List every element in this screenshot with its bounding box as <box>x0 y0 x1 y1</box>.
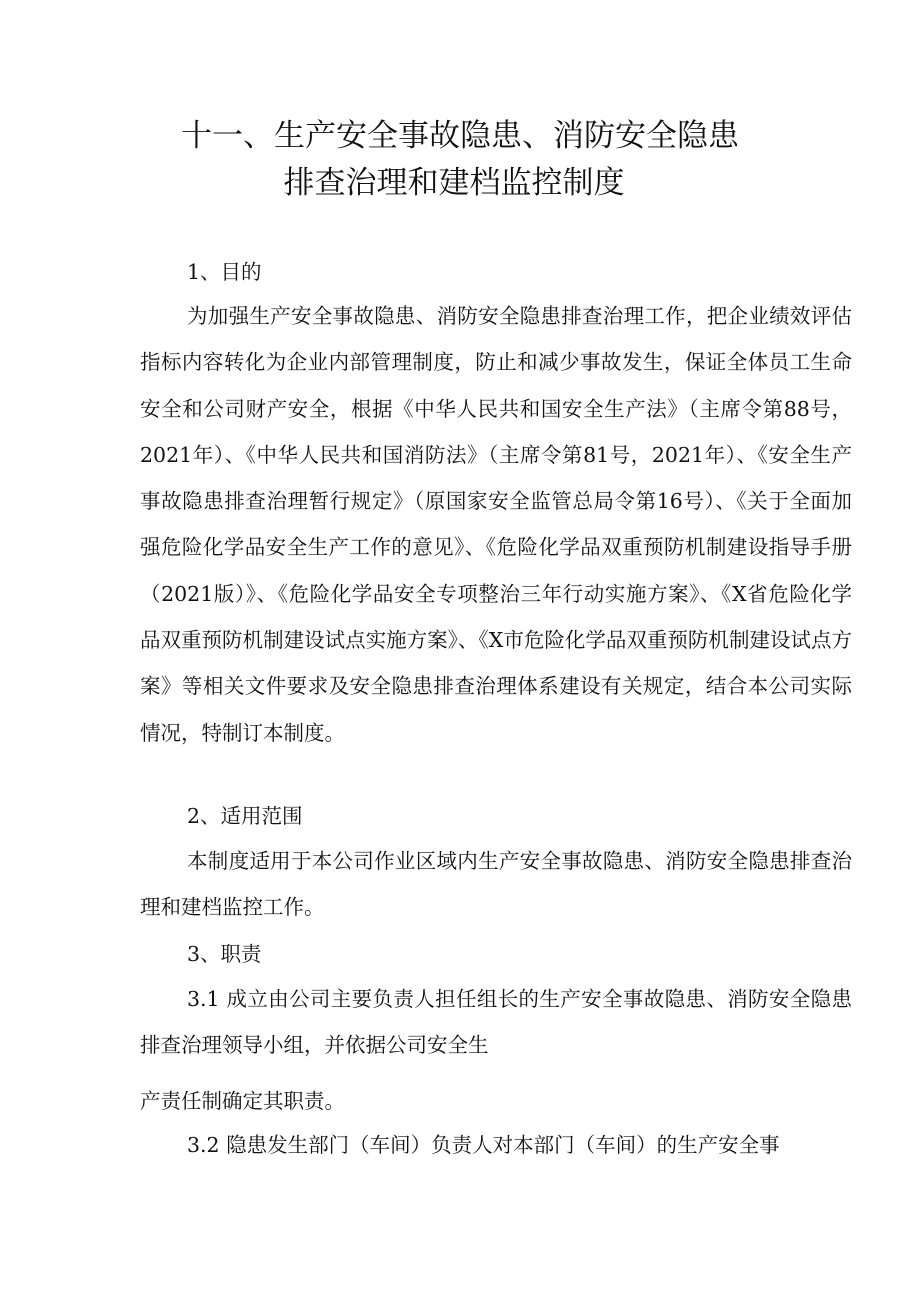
paragraph-purpose: 为加强生产安全事故隐患、消防安全隐患排查治理工作，把企业绩效评估指标内容转化为企业内部管理制度，防止和减少事故发生，保证全体员工生命安全和公司财产安全，根据《中华人民共和国安全生产法》（主席令第88号，2021年）、《中华人民共和国消防法》（主席令第81号，2021年）、《安全生产事故隐患排查治理暂行规定》（原国家安全监管总局令第16号）、《关于全面加强危险化学品安全生产工作的意见》、《危险化学品双重预防机制建设指导手册（2021版）》、《危险化学品安全专项整治三年行动实施方案》、《X省危险化学品双重预防机制建设试点实施方案》、《X市危险化学品双重预防机制建设试点方案》等相关文件要求及安全隐患排查治理体系建设有关规定，结合本公司实际情况，特制订本制度。 <box>140 304 852 745</box>
document-title-line-2: 排查治理和建档监控制度 <box>283 165 625 201</box>
section-body-purpose <box>140 293 852 756</box>
section-heading-scope: 2、适用范围 <box>187 804 303 828</box>
section-heading-purpose: 1、目的 <box>187 260 262 284</box>
section-body-scope <box>140 838 852 931</box>
paragraph-duty-3-1-continued: 产责任制确定其职责。 <box>140 1089 345 1113</box>
paragraph-duty-3-2: 3.2 隐患发生部门（车间）负责人对本部门（车间）的生产安全事 <box>187 1133 780 1157</box>
section-body-duty-3-1 <box>140 976 852 1069</box>
paragraph-duty-3-1: 3.1 成立由公司主要负责人担任组长的生产安全事故隐患、消防安全隐患排查治理领导小组，并依据公司安全生 <box>140 987 852 1058</box>
section-heading-duties: 3、职责 <box>187 942 262 966</box>
paragraph-scope: 本制度适用于本公司作业区域内生产安全事故隐患、消防安全隐患排查治理和建档监控工作。 <box>140 849 852 920</box>
document-title-line-1: 十一、生产安全事故隐患、消防安全隐患 <box>181 118 739 154</box>
